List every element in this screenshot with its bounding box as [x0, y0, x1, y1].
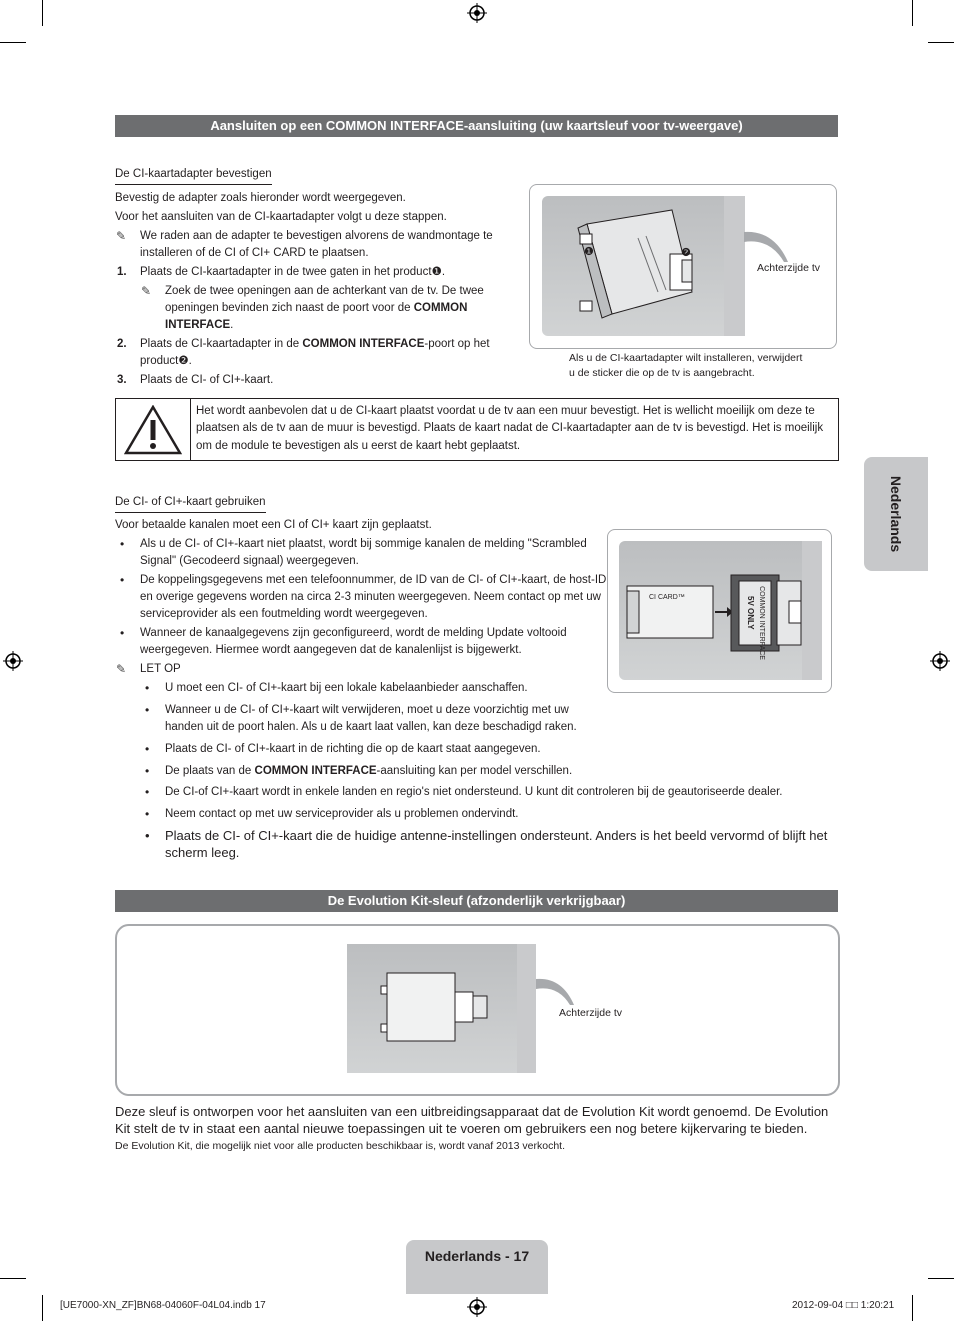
note-text: installeren of de CI of CI+ CARD te plaatsen. — [140, 247, 369, 259]
evolution-kit-paragraph: Deze sleuf is ontworpen voor het aansluiten van een uitbreidingsapparaat dat de Evolution Kit wordt genoemd. De Evolution — [115, 1104, 829, 1119]
note-text: We raden aan de adapter te bevestigen alvorens de wandmontage te — [140, 230, 493, 242]
note-text: INTERFACE. — [165, 319, 234, 331]
intro-text: Voor het aansluiten van de CI-kaartadapter volgt u deze stappen. — [115, 211, 447, 223]
marker-two: ❷ — [681, 247, 691, 259]
registration-mark-icon — [3, 651, 23, 671]
step-text: Plaats de CI-kaartadapter in de COMMON INTERFACE-poort op het — [140, 338, 490, 350]
illustration-caption: Als u de CI-kaartadapter wilt installeren, verwijdert — [569, 352, 803, 364]
crop-mark — [928, 1278, 954, 1279]
page-number-label: Nederlands - 17 — [424, 1248, 530, 1264]
bullet-icon: • — [145, 742, 150, 756]
footer-timestamp: 2012-09-04 □□ 1:20:21 — [792, 1300, 895, 1311]
intro-text: Bevestig de adapter zoals hieronder wordt weergegeven. — [115, 192, 406, 204]
step-number: 2. — [117, 338, 127, 350]
registration-mark-icon — [467, 1297, 487, 1317]
bullet-icon: • — [145, 807, 150, 821]
sub-bullet-text-large: Plaats de CI- of CI+-kaart die de huidige antenne-instellingen ondersteunt. Anders is het beeld vervormd of blijft het — [165, 828, 828, 843]
evolution-kit-paragraph: Kit stelt de tv in staat een aantal nieuwe toepassingen uit te voeren om gebruikers een nog betere kijkervaring te bieden. — [115, 1121, 808, 1136]
bullet-text: Wanneer de kanaalgegevens zijn geconfigureerd, wordt de melding Update voltooid — [140, 627, 567, 639]
bullet-text: weergegeven. Hiermee wordt aangegeven dat de kanalenlijst is bijgewerkt. — [140, 644, 522, 656]
crop-mark — [42, 1295, 43, 1321]
pencil-note-icon: ✎ — [141, 284, 152, 298]
bullet-icon: • — [120, 626, 125, 640]
step-number: 1. — [117, 266, 127, 278]
sub-bullet-text: U moet een CI- of CI+-kaart bij een lokale kabelaanbieder aanschaffen. — [165, 682, 528, 694]
subheading-ci-adapter: De CI-kaartadapter bevestigen — [115, 166, 272, 185]
bullet-icon: • — [145, 681, 150, 695]
evolution-kit-illustration — [347, 944, 536, 1073]
ci-card-label: CI CARD™ — [649, 594, 685, 601]
evolution-kit-note: De Evolution Kit, die mogelijk niet voor alle producten beschikbaar is, wordt vanaf 2013 verkocht. — [115, 1140, 565, 1152]
step-number: 3. — [117, 374, 127, 386]
bullet-icon: • — [120, 537, 125, 551]
sub-bullet-text: Plaats de CI- of CI+-kaart in de richting die op de kaart staat aangegeven. — [165, 743, 541, 755]
bullet-text: De koppelingsgegevens met een telefoonnummer, de ID van de CI- of CI+-kaart, de host-ID — [140, 574, 607, 586]
warning-box — [115, 398, 839, 461]
sub-bullet-text: De plaats van de COMMON INTERFACE-aansluiting kan per model verschillen. — [165, 765, 573, 777]
crop-mark — [928, 42, 954, 43]
crop-mark — [0, 42, 26, 43]
crop-mark — [912, 0, 913, 26]
bullet-text: Signal" (Gecodeerd signaal) weergegeven. — [140, 555, 359, 567]
language-side-tab-label: Nederlands — [888, 475, 905, 553]
sub-bullet-text-large: scherm leeg. — [165, 845, 240, 860]
crop-mark — [0, 1278, 26, 1279]
bullet-icon: • — [120, 573, 125, 587]
page-number-tab — [406, 1240, 548, 1294]
pencil-note-icon: ✎ — [116, 229, 127, 243]
registration-mark-icon — [930, 651, 950, 671]
bullet-text: Als u de CI- of CI+-kaart niet plaatst, wordt bij sommige kanalen de melding "Scrambled — [140, 538, 587, 550]
slot-label: 5V ONLY — [745, 596, 755, 630]
crop-mark — [912, 1295, 913, 1321]
illustration-caption: u de sticker die op de tv is aangebracht. — [569, 367, 755, 379]
warning-text: Het wordt aanbevolen dat u de CI-kaart plaatst voordat u de tv aan een muur bevestigt. Het is wellicht moeilijk om deze te plaatsen als de tv aan de muur is bevestigd. Plaats de kaart nadat de CI-kaartadapter aan de tv is bevestigd. Het is moeilijk om de module te bevestigen als u eerst de kaart hebt geplaatst. — [196, 405, 824, 452]
sub-bullet-text: handen uit de poort halen. Als u de kaart laat vallen, kan deze beschadigd raken. — [165, 721, 577, 733]
slot-label: COMMON INTERFACE — [758, 586, 766, 660]
illustration-label: Achterzijde tv — [757, 262, 821, 274]
evolution-kit-drawing — [347, 944, 536, 1073]
step-text: Plaats de CI- of CI+-kaart. — [140, 374, 274, 386]
section-banner-common-interface: Aansluiten op een COMMON INTERFACE-aansluiting (uw kaartsleuf voor tv-weergave) — [115, 115, 838, 137]
bullet-icon: • — [145, 764, 150, 778]
registration-mark-icon — [467, 3, 487, 23]
tv-back-illustration — [542, 196, 745, 336]
ci-adapter-drawing — [542, 196, 745, 336]
note-text: Zoek de twee openingen aan de achterkant van de tv. De twee — [165, 285, 484, 297]
sub-bullet-text: De CI-of CI+-kaart wordt in enkele landen en regio's niet ondersteund. U kunt dit controleren bij de geautoriseerde dealer. — [165, 786, 783, 798]
ci-card-insert-drawing — [619, 541, 822, 680]
illustration-label: Achterzijde tv — [559, 1007, 623, 1019]
bullet-text: serviceprovider als een foutmelding wordt weergegeven. — [140, 608, 428, 620]
step-text: Plaats de CI-kaartadapter in de twee gaten in het product❶. — [140, 266, 446, 278]
pencil-note-icon: ✎ — [116, 662, 127, 676]
letop-heading: LET OP — [140, 663, 181, 675]
bullet-icon: • — [145, 703, 150, 717]
crop-mark — [42, 0, 43, 26]
language-side-tab — [864, 457, 928, 571]
sub-bullet-text: Wanneer u de CI- of CI+-kaart wilt verwijderen, moet u deze voorzichtig met uw — [165, 704, 569, 716]
note-text: openingen bevinden zich naast de poort voor de COMMON — [165, 302, 468, 314]
marker-one: ❶ — [584, 246, 594, 258]
subheading-ci-card: De CI- of CI+-kaart gebruiken — [115, 494, 266, 513]
bullet-icon: • — [145, 828, 150, 843]
sub-bullet-text: Neem contact op met uw serviceprovider als u problemen ondervindt. — [165, 808, 519, 820]
bullet-icon: • — [145, 785, 150, 799]
footer-file-info: [UE7000-XN_ZF]BN68-04060F-04L04.indb 17 — [60, 1300, 266, 1311]
section-banner-evolution-kit: De Evolution Kit-sleuf (afzonderlijk verkrijgbaar) — [115, 890, 838, 912]
bullet-text: en overige gegevens worden na circa 2-3 minuten weergegeven. Neem contact op met uw — [140, 591, 601, 603]
ci-card-illustration — [619, 541, 822, 680]
warning-triangle-icon — [124, 405, 182, 455]
step-text: product❷. — [140, 355, 192, 367]
intro-text: Voor betaalde kanalen moet een CI of CI+ kaart zijn geplaatst. — [115, 519, 432, 531]
warning-divider — [190, 399, 191, 460]
